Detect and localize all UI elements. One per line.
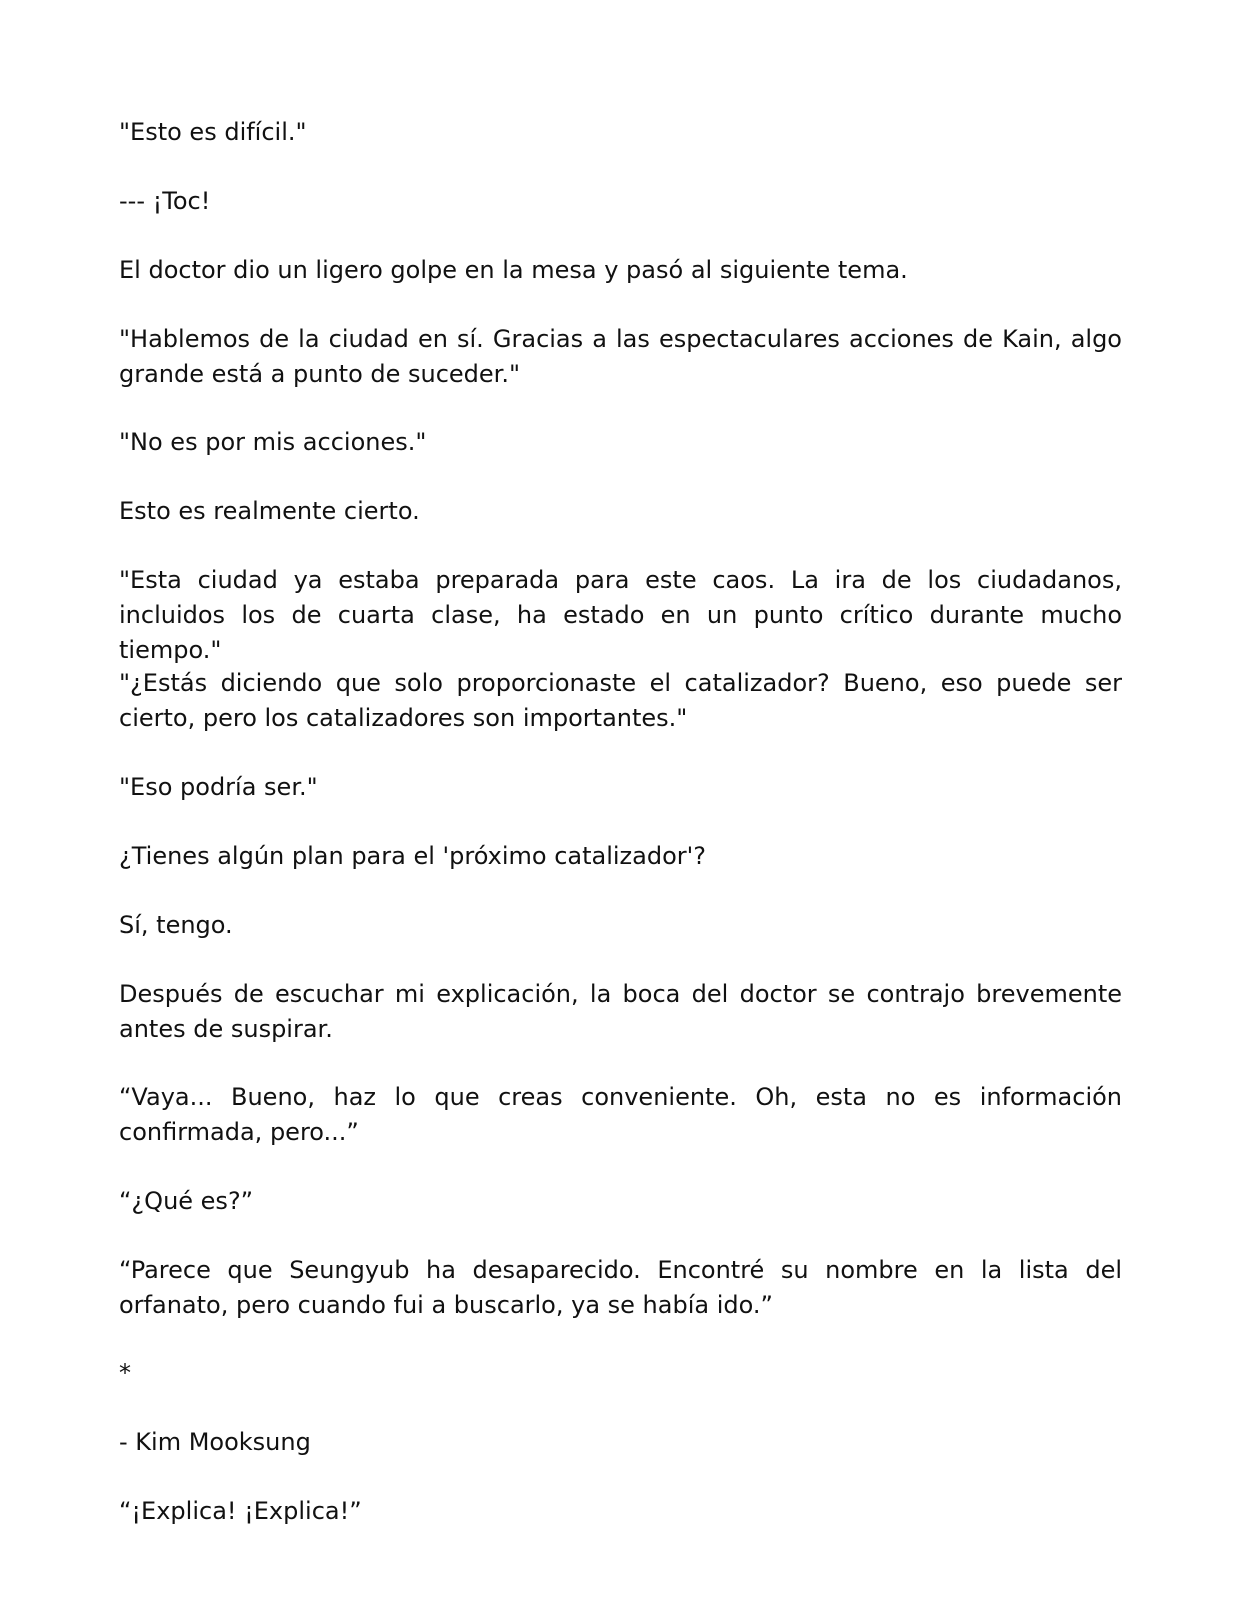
paragraph-5: "No es por mis acciones." bbox=[119, 428, 427, 456]
paragraph-13: “Vaya... Bueno, haz lo que creas conveniente. Oh, esta no es información confirmada, pero...” bbox=[119, 1083, 1122, 1146]
paragraph-1: "Esto es difícil." bbox=[119, 118, 307, 146]
paragraph-6: Esto es realmente cierto. bbox=[119, 497, 420, 525]
paragraph-9: "Eso podría ser." bbox=[119, 773, 318, 801]
paragraph-17: - Kim Mooksung bbox=[119, 1428, 311, 1456]
paragraph-4: "Hablemos de la ciudad en sí. Gracias a las espectaculares acciones de Kain, algo grande está a punto de suceder." bbox=[119, 325, 1122, 388]
paragraph-12: Después de escuchar mi explicación, la boca del doctor se contrajo brevemente antes de suspirar. bbox=[119, 980, 1122, 1043]
paragraph-14: “¿Qué es?” bbox=[119, 1187, 254, 1215]
paragraph-15: “Parece que Seungyub ha desaparecido. Encontré su nombre en la lista del orfanato, pero cuando fui a buscarlo, ya se había ido.” bbox=[119, 1256, 1122, 1319]
paragraph-8: "¿Estás diciendo que solo proporcionaste el catalizador? Bueno, eso puede ser cierto, pero los catalizadores son importantes." bbox=[119, 669, 1122, 732]
paragraph-7: "Esta ciudad ya estaba preparada para este caos. La ira de los ciudadanos, incluidos los de cuarta clase, ha estado en un punto crítico durante mucho tiempo." bbox=[119, 566, 1122, 664]
paragraph-11: Sí, tengo. bbox=[119, 911, 233, 939]
scene-break: * bbox=[119, 1359, 131, 1387]
paragraph-10: ¿Tienes algún plan para el 'próximo catalizador'? bbox=[119, 842, 706, 870]
paragraph-18: “¡Explica! ¡Explica!” bbox=[119, 1497, 362, 1525]
paragraph-3: El doctor dio un ligero golpe en la mesa y pasó al siguiente tema. bbox=[119, 256, 908, 284]
paragraph-2: --- ¡Toc! bbox=[119, 187, 211, 215]
